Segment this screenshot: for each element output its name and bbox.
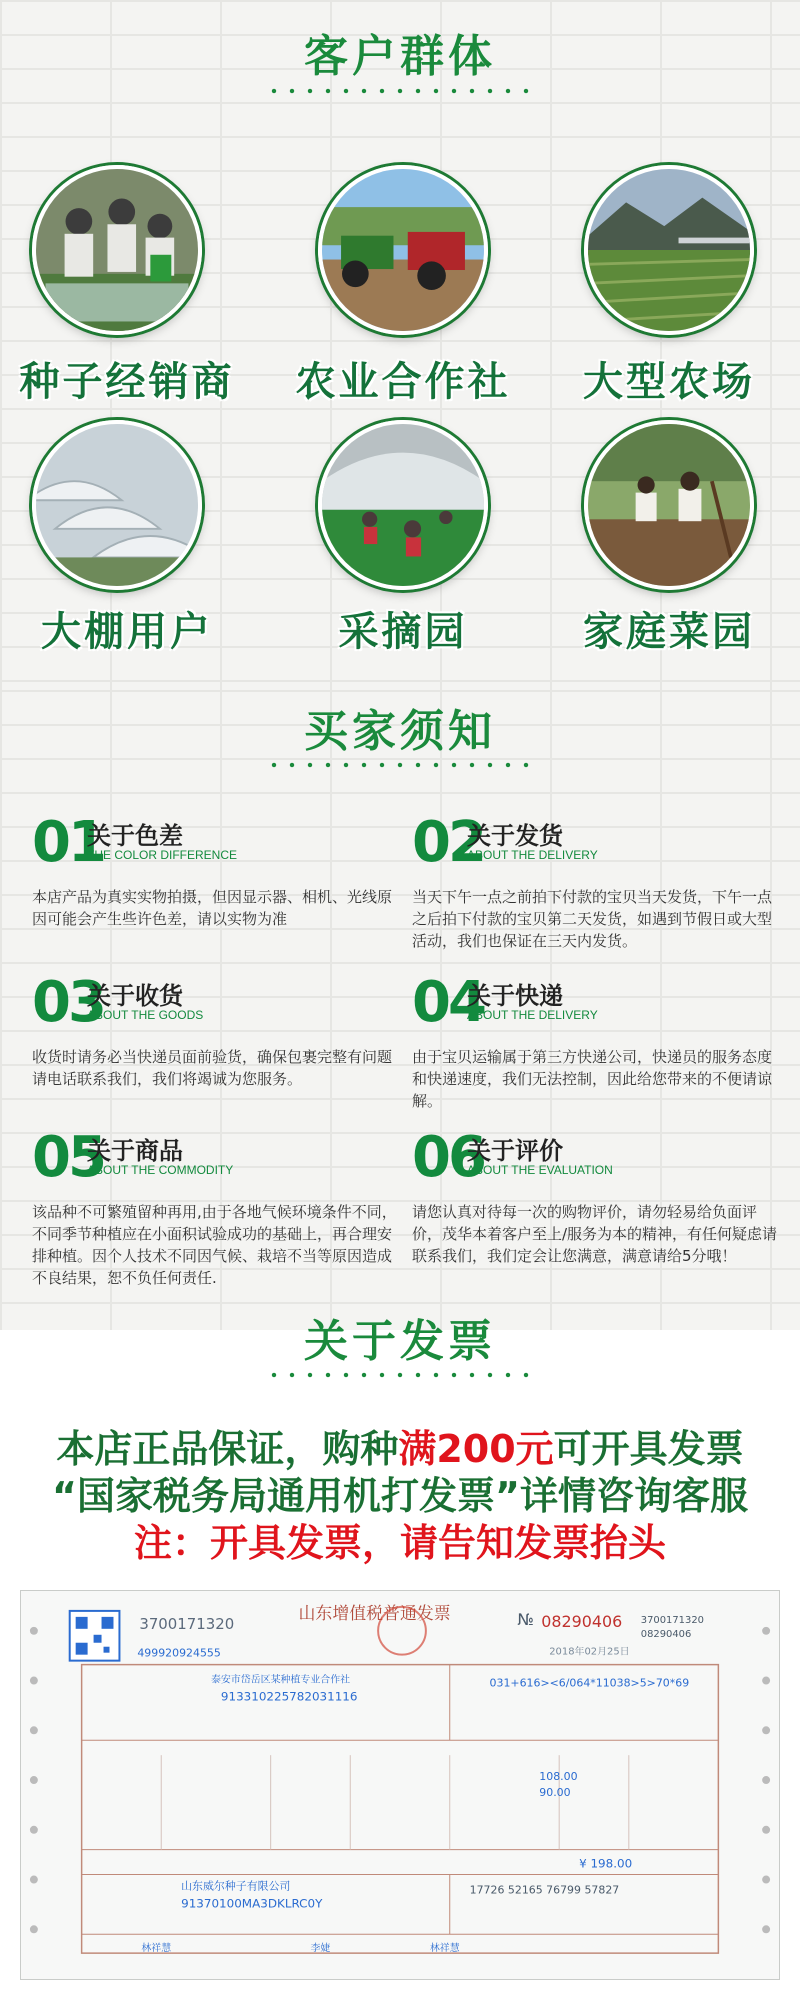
customer-label: 农业合作社 — [295, 359, 511, 405]
notice-number: 05 — [32, 1125, 104, 1190]
greenhouse-photo — [32, 420, 202, 590]
invoice-payee: 林祥慧 — [141, 1943, 172, 1955]
invoice-reviewer: 李婕 — [310, 1943, 331, 1955]
customers-section-title: 客户群体 — [304, 31, 496, 82]
title-divider-dots — [265, 1372, 535, 1378]
notice-title: 关于色差 — [87, 822, 183, 850]
invoice-drawer: 林祥慧 — [429, 1943, 460, 1955]
notice-title: 关于收货 — [87, 982, 183, 1010]
customer-label: 家庭菜园 — [583, 609, 755, 655]
title-divider-dots — [265, 88, 535, 94]
invoice-seller-name: 山东威尔种子有限公司 — [181, 1879, 291, 1893]
customer-label: 大型农场 — [583, 359, 755, 405]
invoice-seller-tax: 91370100MA3DKLRC0Y — [181, 1896, 323, 1911]
notice-body: 本店产品为真实实物拍摄，但因显示器、相机、光线原因可能会产生些许色差，请以实物为准 — [32, 888, 393, 928]
notice-body: 该品种不可繁殖留种再用,由于各地气候环境条件不同，不同季节种植应在小面积试验成功的基础上，再合理安排种植。因个人技术不同因气候、栽培不当等原因造成不良结果，恕不负任何责任. — [32, 1203, 397, 1287]
picking-garden-photo — [318, 420, 488, 590]
invoice-buyer-tax: 913310225782031116 — [220, 1689, 358, 1704]
notice-number: 04 — [412, 970, 484, 1035]
title-divider-dots — [265, 762, 535, 768]
customer-label: 采摘园 — [338, 609, 468, 655]
invoice-note-line: 注：开具发票，请告知发票抬头 — [133, 1521, 666, 1565]
invoice-threshold-text: 满200元 — [398, 1427, 554, 1471]
invoice-date: 2018年02月25日 — [549, 1646, 630, 1658]
notice-body: 当天下午一点之前拍下付款的宝贝当天发货，下午一点之后拍下付款的宝贝第二天发货，如遇到节假日或大型活动，我们也保证在三天内发货。 — [412, 888, 773, 950]
notice-number: 02 — [412, 810, 484, 875]
notice-subtitle: ABOUT THE EVALUATION — [467, 1163, 613, 1177]
notice-number: 03 — [32, 970, 104, 1035]
invoice-sample-image — [20, 1590, 780, 1980]
seed-dealer-photo — [32, 165, 202, 335]
notice-body: 由于宝贝运输属于第三方快递公司，快递员的服务态度和快递速度，我们无法控制，因此给您带来的不便请谅解。 — [412, 1048, 773, 1110]
invoice-number: 08290406 — [541, 1611, 623, 1631]
invoice-amount-2: 90.00 — [539, 1785, 571, 1799]
notice-body: 收货时请务必当快递员面前验货，确保包裹完整有问题请电话联系我们，我们将竭诚为您服务。 — [32, 1048, 393, 1088]
notice-title: 关于评价 — [467, 1137, 563, 1165]
invoice-section-title: 关于发票 — [304, 1316, 496, 1367]
invoice-right-number: 08290406 — [640, 1628, 692, 1640]
notice-subtitle: ABOUT THE GOODS — [87, 1008, 204, 1022]
invoice-line-text: 本店正品保证，购种 — [56, 1427, 399, 1471]
notice-title: 关于发货 — [467, 822, 563, 850]
invoice-line-text: 可开具发票 — [553, 1427, 744, 1471]
notice-body: 请您认真对待每一次的购物评价，请勿轻易给负面评价，茂华本着客户至上/服务为本的精神，有任何疑虑请联系我们，我们定会让您满意，满意请给5分哦！ — [412, 1203, 778, 1265]
invoice-total: ¥ 198.00 — [579, 1856, 633, 1871]
notice-subtitle: ABOUT THE COMMODITY — [87, 1163, 234, 1177]
notice-number: 06 — [412, 1125, 484, 1190]
notice-number: 01 — [32, 810, 104, 875]
invoice-cipher: 031+616><6/064*11038>5>70*69 — [489, 1676, 690, 1690]
invoice-header: 山东增值税普通发票 — [298, 1602, 451, 1623]
notice-title: 关于快递 — [467, 982, 563, 1010]
invoice-machine-no: 499920924555 — [137, 1646, 221, 1660]
notice-subtitle: ABOUT THE DELIVERY — [467, 1008, 598, 1022]
invoice-buyer-name: 泰安市岱岳区某种植专业合作社 — [210, 1674, 351, 1686]
invoice-number-prefix: № — [517, 1609, 534, 1629]
farm-field-photo — [584, 165, 754, 335]
tractor-photo — [318, 165, 488, 335]
home-garden-photo — [584, 420, 754, 590]
invoice-amount-1: 108.00 — [539, 1770, 578, 1784]
invoice-check-code: 17726 52165 76799 57827 — [469, 1883, 620, 1897]
customer-label: 种子经销商 — [19, 359, 235, 405]
invoice-type-line: “国家税务局通用机打发票”详情咨询客服 — [52, 1474, 748, 1518]
notice-title: 关于商品 — [87, 1137, 183, 1165]
invoice-right-code: 3700171320 — [640, 1614, 704, 1626]
customer-label: 大棚用户 — [41, 609, 213, 655]
notice-subtitle: ABOUT THE DELIVERY — [467, 848, 598, 862]
notices-section-title: 买家须知 — [304, 706, 496, 757]
notice-subtitle: THE COLOR DIFFERENCE — [87, 848, 238, 862]
invoice-code: 3700171320 — [139, 1614, 235, 1633]
